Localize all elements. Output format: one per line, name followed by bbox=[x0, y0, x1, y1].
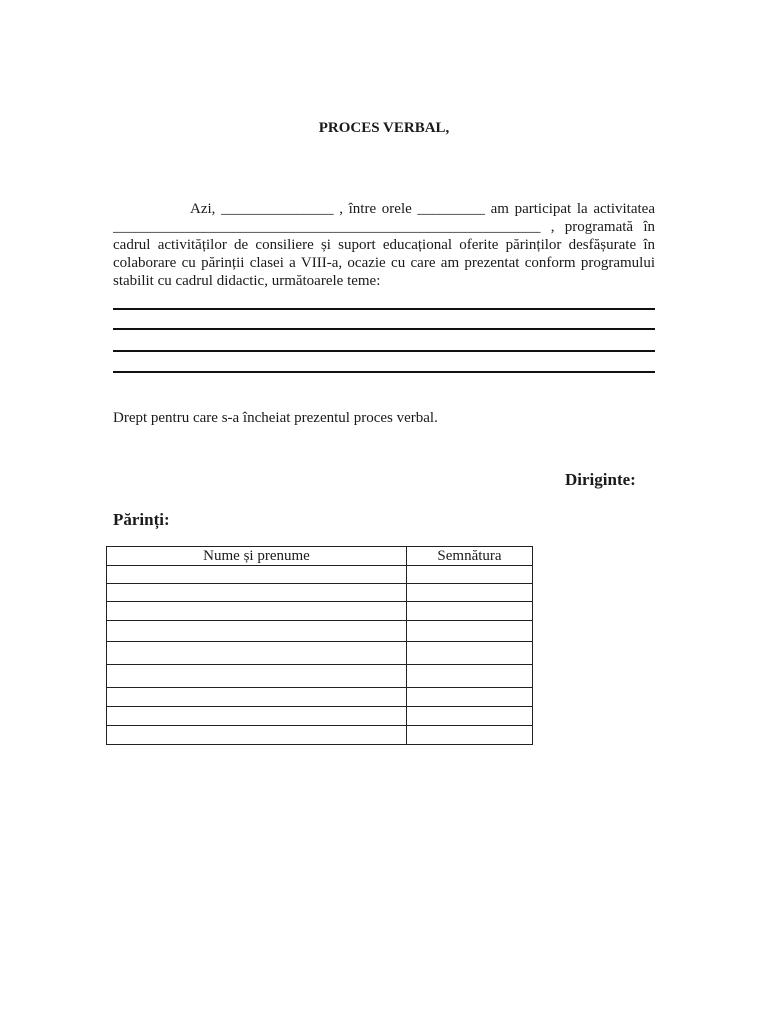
body-line: colaborare cu părinții clasei a VIII-a, ocazie cu care am prezentat conform programului bbox=[113, 255, 655, 271]
name-cell bbox=[107, 726, 407, 745]
table-row bbox=[107, 726, 533, 745]
signature-cell bbox=[407, 665, 533, 688]
table-row bbox=[107, 621, 533, 642]
header-name: Nume și prenume bbox=[107, 547, 407, 566]
topic-line bbox=[113, 328, 655, 330]
topic-line bbox=[113, 350, 655, 352]
topic-line bbox=[113, 371, 655, 373]
table-row bbox=[107, 688, 533, 707]
table-row bbox=[107, 602, 533, 621]
signature-cell bbox=[407, 602, 533, 621]
body-line: stabilit cu cadrul didactic, următoarele teme: bbox=[113, 273, 381, 289]
table-body bbox=[107, 566, 533, 745]
body-line: Azi, _______________ , între orele _________ am participat la activitatea bbox=[190, 201, 655, 217]
topic-line bbox=[113, 308, 655, 310]
closing-statement: Drept pentru care s-a încheiat prezentul proces verbal. bbox=[113, 410, 438, 426]
name-cell bbox=[107, 621, 407, 642]
table-header-row bbox=[107, 547, 533, 566]
name-cell bbox=[107, 602, 407, 621]
name-cell bbox=[107, 688, 407, 707]
body-line: _________________________________________________________ , programată în bbox=[113, 219, 655, 235]
name-cell bbox=[107, 584, 407, 602]
table-row bbox=[107, 642, 533, 665]
name-cell bbox=[107, 665, 407, 688]
signature-cell bbox=[407, 621, 533, 642]
body-paragraph bbox=[113, 200, 655, 290]
table-row bbox=[107, 707, 533, 726]
body-line: cadrul activităților de consiliere și suport educațional oferite părinților desfășurate în bbox=[113, 237, 655, 253]
signature-cell bbox=[407, 584, 533, 602]
table-row bbox=[107, 584, 533, 602]
signature-cell bbox=[407, 642, 533, 665]
header-signature: Semnătura bbox=[407, 547, 533, 566]
signature-cell bbox=[407, 726, 533, 745]
homeroom-teacher-label: Diriginte: bbox=[565, 470, 636, 489]
document-title: PROCES VERBAL, bbox=[318, 120, 450, 136]
signature-cell bbox=[407, 688, 533, 707]
parents-label: Părinți: bbox=[113, 510, 170, 529]
name-cell bbox=[107, 642, 407, 665]
name-cell bbox=[107, 707, 407, 726]
parents-table bbox=[106, 546, 533, 745]
signature-cell bbox=[407, 566, 533, 584]
table-row bbox=[107, 665, 533, 688]
table-row bbox=[107, 566, 533, 584]
signature-cell bbox=[407, 707, 533, 726]
name-cell bbox=[107, 566, 407, 584]
